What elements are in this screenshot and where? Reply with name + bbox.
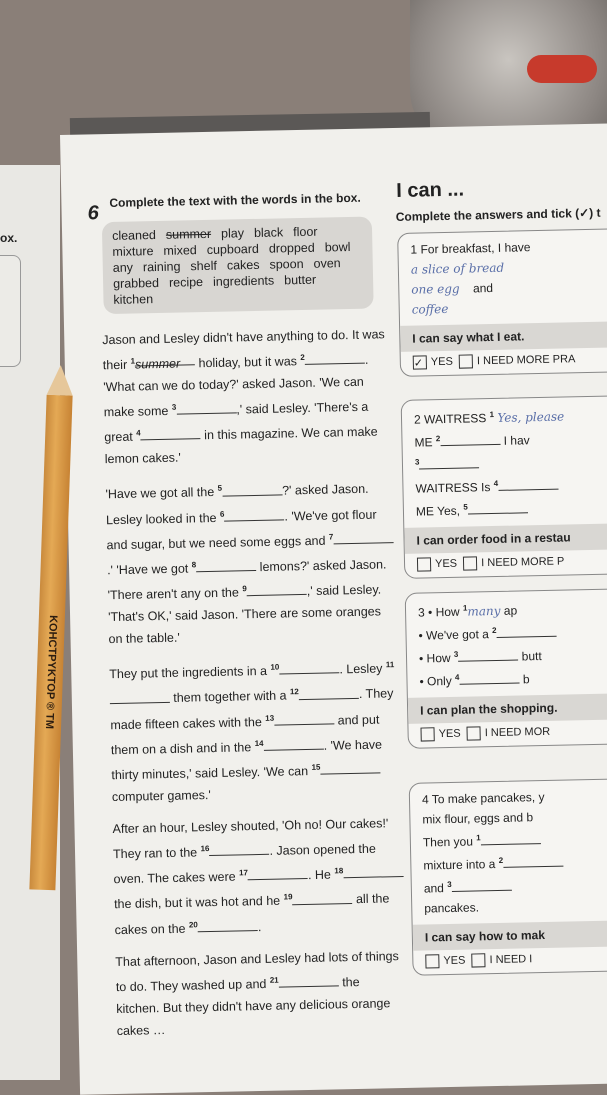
paragraph-5: That afternoon, Jason and Lesley had lots of things to do. They washed up and $^{21}$ the kitchen. But they didn't have any delicious orange cakes … (115, 948, 399, 1038)
blank-15[interactable] (320, 760, 380, 774)
word-option: bowl (324, 239, 351, 255)
ican-card-3: 3 • How $^1$many ap • We've got a $^2$ • How $^3$ butt • Only $^4$ b I can plan the shopping. YES I NEED MOR (405, 588, 607, 749)
card3-blank-2[interactable] (496, 624, 556, 638)
card2-blank-3[interactable] (419, 455, 479, 469)
left-page-label: ox. (0, 231, 18, 245)
yes-checkbox-2[interactable] (417, 557, 431, 571)
card4-footer: I can say how to mak (413, 920, 607, 951)
blank-10[interactable] (279, 661, 339, 675)
card4-blank-2[interactable] (503, 854, 563, 868)
word-option: recipe (168, 275, 204, 290)
blank-19[interactable] (292, 891, 352, 905)
blank-4[interactable] (141, 427, 201, 441)
word-option: summer (165, 226, 212, 242)
blank-7[interactable] (333, 530, 393, 544)
card2-blank-2[interactable] (440, 432, 500, 446)
blank-12[interactable] (299, 685, 359, 699)
answer-slice-of-bread[interactable]: a slice of bread (410, 260, 505, 277)
word-option: grabbed (112, 275, 160, 291)
exercise-title: Complete the text with the words in the box. (109, 190, 361, 210)
story-text (102, 323, 407, 1052)
need-more-checkbox-1[interactable] (459, 354, 473, 368)
blank-2[interactable] (305, 351, 365, 365)
blank-17[interactable] (248, 866, 308, 880)
answer-yes-please[interactable]: Yes, please (497, 409, 565, 425)
answer-coffee[interactable]: coffee (411, 301, 449, 317)
ican-subtitle: Complete the answers and tick (✓) t (395, 205, 601, 224)
ican-card-1: 1 For breakfast, I have a slice of bread one egg and coffee I can say what I eat. ✓ YES I NEED MORE PRA (397, 228, 607, 377)
word-option: cupboard (206, 241, 260, 257)
word-option: kitchen (113, 292, 154, 307)
blank-5[interactable] (222, 482, 282, 496)
left-page-box (0, 255, 21, 367)
blank-9[interactable] (247, 582, 307, 596)
paragraph-1: Jason and Lesley didn't have anything to do. It was their $^1$summer holiday, but it was $^2$ . 'What can we do today?' asked Jason. 'We can make some $^3$ ,' said Lesley. 'There's a great $^4$ in this magazine. We can make lemon cakes.' (102, 327, 385, 467)
word-option: mixture (112, 244, 154, 259)
blank-11[interactable] (110, 689, 170, 703)
word-option: mixed (163, 243, 197, 258)
blank-6[interactable] (224, 507, 284, 521)
word-option: black (253, 225, 284, 240)
word-option: shelf (190, 258, 218, 274)
word-option: ingredients (212, 273, 275, 289)
word-list (112, 223, 364, 308)
paragraph-2: 'Have we got all the $^5$ ?' asked Jason. Lesley looked in the $^6$ . 'We've got flour and sugar, but we need some eggs and $^7$.' 'Have we got $^8$ lemons?' asked Jason. 'There aren't any on the $^9$ ,' said Lesley. 'That's OK,' said Jason. 'There are some oranges on the table.' (105, 475, 398, 651)
card4-blank-1[interactable] (481, 831, 541, 845)
ican-card-2: 2 WAITRESS $^1$ Yes, please ME $^2$ I hav $^3$ WAITRESS Is $^4$ ME Yes, $^5$ I can order food in a restau YES I NEED MORE P (401, 395, 607, 579)
blank-16[interactable] (209, 842, 269, 856)
word-option: raining (142, 259, 181, 275)
need-more-checkbox-3[interactable] (467, 726, 481, 740)
blank-20[interactable] (198, 918, 258, 932)
ican-card-4: 4 To make pancakes, y mix flour, eggs and b Then you $^1$ mixture into a $^2$ and $^3$ pancakes. I can say how to mak YES I NEED I (409, 778, 607, 976)
pencil-tip (47, 365, 74, 396)
blank-14[interactable] (263, 736, 323, 750)
word-option: oven (313, 256, 341, 271)
card1-footer: I can say what I eat. (400, 321, 607, 352)
card4-blank-3[interactable] (451, 878, 511, 892)
yes-checkbox-4[interactable] (425, 954, 439, 968)
paragraph-3: They put the ingredients in a $^{10}$ . Lesley $^{11}$ them together with a $^{12}$ . They made fifteen cakes with the $^{13}$ and put them on a dish and in the $^{14}$ . 'We have thirty minutes,' said Lesley. 'We can $^{15}$ computer games.' (109, 660, 395, 805)
card3-blank-4[interactable] (459, 670, 519, 684)
yes-checkbox-3[interactable] (420, 727, 434, 741)
word-option: floor (293, 224, 318, 240)
card2-footer: I can order food in a restau (404, 523, 607, 554)
word-box (102, 216, 374, 314)
answer-one-egg[interactable]: one egg (411, 281, 460, 297)
pencil-label: KOHCTPYKTOP ® TM (42, 614, 59, 730)
word-option: butter (284, 272, 317, 288)
word-option: cleaned (111, 228, 157, 243)
paragraph-4: After an hour, Lesley shouted, 'Oh no! Our cakes!' They ran to the $^{16}$ . Jason opened the oven. The cakes were $^{17}$ . He $^{18}$ the dish, but it was hot and he $^{19}$ all the cakes on the $^{20}$ . (112, 812, 405, 941)
workbook-page (60, 123, 607, 1095)
blank-21[interactable] (279, 973, 339, 987)
red-patch (527, 55, 597, 83)
word-option: spoon (269, 256, 304, 272)
word-option: dropped (268, 240, 315, 256)
ican-heading: I can ... (396, 178, 465, 202)
blank-8[interactable] (196, 558, 256, 572)
blank-3[interactable] (176, 401, 236, 415)
blank-1[interactable]: summer (135, 352, 195, 366)
card2-blank-4[interactable] (498, 477, 558, 491)
blank-13[interactable] (274, 711, 334, 725)
card3-blank-3[interactable] (458, 648, 518, 662)
word-option: any (112, 260, 134, 275)
card2-blank-5[interactable] (468, 500, 528, 514)
card3-footer: I can plan the shopping. (408, 693, 607, 724)
yes-checkbox-1[interactable]: ✓ (413, 355, 427, 369)
need-more-checkbox-4[interactable] (471, 953, 485, 967)
need-more-checkbox-2[interactable] (463, 556, 477, 570)
blank-18[interactable] (343, 864, 403, 878)
exercise-number: 6 (87, 202, 100, 225)
word-option: play (220, 226, 245, 241)
answer-many[interactable]: many (467, 603, 501, 619)
word-option: cakes (226, 257, 260, 273)
